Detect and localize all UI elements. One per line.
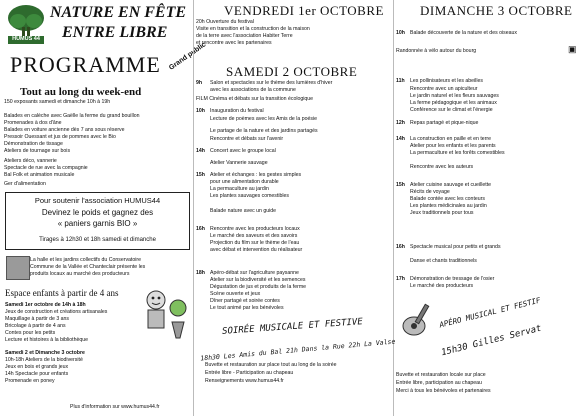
- time-label: 16h: [196, 226, 205, 232]
- list-item: Jeux traditionnels pour tous: [410, 210, 474, 216]
- list-item: Promenade en poney: [5, 378, 55, 384]
- list-item: Le tout animé par les bénévoles: [210, 305, 284, 311]
- list-item: Ger d'alimentation: [4, 181, 46, 187]
- children-drawing-icon: [136, 286, 192, 346]
- raffle-line3: « paniers garnis BIO »: [57, 219, 138, 228]
- list-item: Conférence sur le climat et l'énergie: [410, 107, 493, 113]
- raffle-line4: Tirages à 12h30 et 18h samedi et dimanche: [39, 237, 156, 243]
- list-item: Le marché des saveurs et des savoirs: [210, 233, 298, 239]
- list-item: avec les associations de la commune: [210, 87, 296, 93]
- list-item: Lecture et histoires à la bibliothèque: [5, 337, 89, 343]
- list-item: Atelier et échanges : les gestes simples: [210, 172, 302, 178]
- soiree-title: SOIRÉE MUSICALE ET FESTIVE: [221, 317, 364, 337]
- friday-title: VENDREDI 1er OCTOBRE: [224, 3, 384, 18]
- soiree-times: 18h30 Les Amis du Bal 21h Dans la Rue 22h La Valse: [200, 337, 396, 363]
- list-item: Atelier sur la biodiversité et les semences: [210, 277, 306, 283]
- list-item: Entrée libre - Participation au chapeau: [205, 370, 294, 376]
- list-item: Buvette et restauration sur place tout au long de la soirée: [205, 362, 337, 368]
- list-item: Balade contée avec les conteurs: [410, 196, 485, 202]
- column-divider: [393, 0, 394, 416]
- list-item: Spectacle musical pour petits et grands: [410, 244, 501, 250]
- list-item: Danse et chants traditionnels: [410, 258, 477, 264]
- list-item: Rencontre et débats sur l'avenir: [210, 136, 284, 142]
- time-label: 11h: [396, 78, 405, 84]
- list-item: Atelier cuisine sauvage et cueillette: [410, 182, 492, 188]
- time-label: 18h: [196, 270, 205, 276]
- apero-artist: 15h30 Gilles Servat: [440, 323, 543, 359]
- list-item: Démonstration de tissage: [4, 141, 63, 147]
- list-item: Récits de voyage: [410, 189, 450, 195]
- list-item: Dîner partagé et soirée contes: [210, 298, 280, 304]
- list-item: Le partage de la nature et des jardins partagés: [210, 128, 318, 134]
- shoe-icon: ▣: [568, 44, 577, 54]
- list-item: Balade nature avec un guide: [210, 208, 277, 214]
- list-item: Inauguration du festival: [210, 108, 264, 114]
- raffle-line2: Devinez le poids et gagnez des: [41, 208, 154, 217]
- time-label: 15h: [196, 172, 205, 178]
- list-item: Projection du film sur le thème de l'eau: [210, 240, 300, 246]
- list-item: La permaculture au jardin: [210, 186, 269, 192]
- apero-title: APÉRO MUSICAL ET FESTIF: [438, 295, 542, 330]
- saturday-title: SAMEDI 2 OCTOBRE: [226, 64, 358, 79]
- list-item: Le marché des producteurs: [410, 283, 474, 289]
- list-item: Scène ouverte et jeux: [210, 291, 261, 297]
- raffle-line1: Pour soutenir l'association HUMUS44: [34, 196, 161, 205]
- list-item: Les plantes sauvages comestibles: [210, 193, 290, 199]
- list-item: Balades en calèche avec Gaëlle la ferme du grand bouillon: [4, 113, 140, 119]
- list-item: La construction en paille et en terre: [410, 136, 492, 142]
- list-item: avec débat et intervention du réalisateur: [210, 247, 303, 253]
- list-item: Randonnée à vélo autour du bourg: [396, 48, 477, 54]
- time-label: 15h: [396, 182, 405, 188]
- list-item: Merci à tous les bénévoles et partenaires: [396, 388, 491, 394]
- list-item: Renseignements www.humus44.fr: [205, 378, 284, 384]
- list-item: 14h Spectacle pour enfants: [5, 371, 69, 377]
- list-item: 10h-18h Ateliers de la biodiversité: [5, 357, 83, 363]
- list-item: 150 exposants samedi et dimanche 10h à 19h: [4, 99, 111, 105]
- time-label: 16h: [396, 244, 405, 250]
- list-item: Rencontre avec un apiculteur: [410, 86, 478, 92]
- list-item: Spectacle de rue avec la compagnie: [4, 165, 88, 171]
- list-item: Ateliers de tournage sur bois: [4, 148, 71, 154]
- time-label: 9h: [196, 80, 203, 86]
- list-item: Rencontre avec les producteurs locaux: [210, 226, 300, 232]
- list-item: Lecture de poèmes avec les Amis de la poésie: [210, 116, 317, 122]
- list-item: Atelier Vannerie sauvage: [210, 160, 268, 166]
- info-line: La halle et les jardins collectifs du Conservatoire: [30, 257, 142, 263]
- list-item: Balade découverte de la nature et des oiseaux: [410, 30, 517, 36]
- programme-title: PROGRAMME: [10, 52, 161, 77]
- list-item: Les pollinisateurs et les abeilles: [410, 78, 483, 84]
- list-item: Jeux en bois et grands jeux: [5, 364, 69, 370]
- raffle-box: [5, 192, 190, 250]
- time-label: 10h: [396, 30, 405, 36]
- list-item: La ferme pédagogique et les animaux: [410, 100, 497, 106]
- list-item: Pressoir Ouessant et jus de pommes avec le Bio: [4, 134, 116, 140]
- title-line2: ENTRE LIBRE: [62, 24, 168, 41]
- list-item: Atelier pour les enfants et les parents: [410, 143, 496, 149]
- sunday-title: DIMANCHE 3 OCTOBRE: [420, 3, 573, 18]
- info-line: Commune de la Vallée et Chanteclair présente les: [30, 264, 146, 270]
- list-item: Repas partagé et pique-nique: [410, 120, 479, 126]
- time-label: 10h: [196, 108, 205, 114]
- list-item: et rencontre avec les partenaires: [196, 40, 272, 46]
- list-item: Samedi 2 et Dimanche 3 octobre: [5, 350, 85, 356]
- list-item: Jeux de construction et créations artisanales: [5, 309, 108, 315]
- list-item: Démonstration de tressage de l'osier: [410, 276, 495, 282]
- list-item: de la terre avec l'association Habiter Terre: [196, 33, 293, 39]
- info-line: produits locaux au marché des producteurs: [30, 271, 130, 277]
- list-item: Balades en voiture ancienne dès 7 ans sous réserve: [4, 127, 125, 133]
- kids-title: Espace enfants à partir de 4 ans: [5, 288, 119, 298]
- weekend-title: Tout au long du week-end: [20, 86, 142, 98]
- list-item: Maquillage à partir de 3 ans: [5, 316, 70, 322]
- logo-text: HUMUS 44: [12, 36, 40, 42]
- grand-public-badge: Grand public: [168, 41, 208, 72]
- kids-illustration: [136, 286, 192, 346]
- list-item: Bricolage à partir de 4 ans: [5, 323, 66, 329]
- guitar-illustration: [398, 300, 438, 338]
- logo: [6, 3, 46, 47]
- time-label: 14h: [396, 136, 405, 142]
- list-item: Le jardin naturel et les fleurs sauvages: [410, 93, 499, 99]
- list-item: Dégustation de jus et produits de la ferme: [210, 284, 307, 290]
- column-divider: [193, 0, 194, 416]
- list-item: 20h Ouverture du festival: [196, 19, 254, 25]
- list-item: Contes pour les petits: [5, 330, 56, 336]
- time-label: 17h: [396, 276, 405, 282]
- list-item: Entrée libre, participation au chapeau: [396, 380, 482, 386]
- list-item: Buvette et restauration locale sur place: [396, 372, 486, 378]
- list-item: Promenades à dos d'âne: [4, 120, 62, 126]
- market-image: [6, 256, 30, 280]
- time-label: 12h: [396, 120, 405, 126]
- list-item: Samedi 1er octobre de 14h à 18h: [5, 302, 86, 308]
- list-item: La permaculture et les forêts comestibles: [410, 150, 505, 156]
- guitar-icon: [398, 300, 438, 338]
- list-item: Rencontre avec les auteurs: [410, 164, 474, 170]
- list-item: Concert avec le groupe local: [210, 148, 276, 154]
- list-item: Les plantes médicinales au jardin: [410, 203, 487, 209]
- time-label: 14h: [196, 148, 205, 154]
- footer-text: Plus d'information sur www.humus44.fr: [70, 404, 160, 410]
- list-item: FILM Cinéma et débats sur la transition écologique: [196, 96, 314, 102]
- list-item: Bal Folk et animation musicale: [4, 172, 75, 178]
- list-item: Salon et spectacles sur le thème des lumières d'hiver: [210, 80, 333, 86]
- list-item: Visite en transition et la construction de la maison: [196, 26, 310, 32]
- list-item: Ateliers déco, vannerie: [4, 158, 57, 164]
- list-item: pour une alimentation durable: [210, 179, 279, 185]
- list-item: Apéro-débat sur l'agriculture paysanne: [210, 270, 299, 276]
- title-line1: NATURE EN FÊTE: [50, 4, 187, 21]
